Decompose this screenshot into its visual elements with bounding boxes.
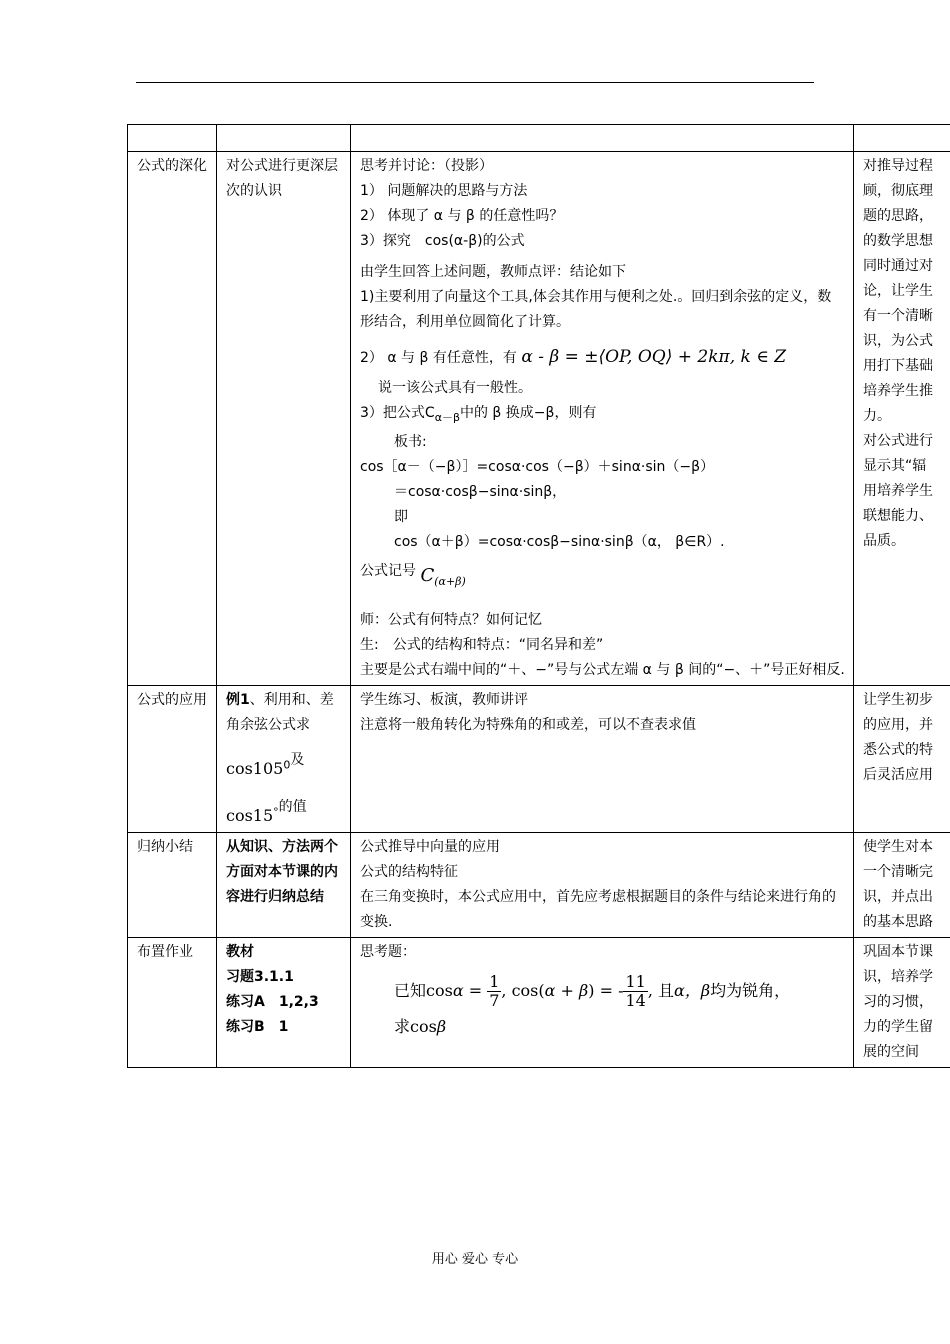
intent-line: 题的思路， <box>863 208 933 224</box>
math-superscript: ° <box>273 805 279 819</box>
fraction-denominator: 7 <box>489 990 500 1010</box>
intent-line: 顾，彻底理 <box>863 183 933 199</box>
intent-line: 识，培养学 <box>863 968 933 985</box>
goal-value-line <box>226 748 342 783</box>
intent-line: 品质。 <box>863 533 905 549</box>
fraction-11-14 <box>623 973 647 1010</box>
intent-line: 习的习惯， <box>863 993 933 1010</box>
header-cell-goal <box>217 125 351 152</box>
lesson-plan-table <box>127 124 950 1068</box>
intent-cell <box>854 937 950 1067</box>
content-text: 的值 <box>278 798 307 815</box>
content-text: 及 <box>290 751 305 768</box>
phase-cell: 公式的深化 <box>128 152 217 686</box>
math-symbol: β <box>436 1016 447 1036</box>
content-line: 说一该公式具有一般性。 <box>378 380 532 396</box>
math-superscript: 0 <box>283 758 291 772</box>
content-line: 由学生回答上述问题，教师点评：结论如下 <box>360 264 626 280</box>
intent-line: 力。 <box>863 408 891 424</box>
content-line: 思考题： <box>360 943 416 960</box>
intent-line: 对推导过程 <box>863 158 933 174</box>
intent-line: 一个清晰完 <box>863 863 933 880</box>
fraction-numerator: 11 <box>625 971 646 991</box>
goal-line: 练习A 1,2,3 <box>226 993 319 1010</box>
intent-cell <box>854 152 950 686</box>
content-text: 3）把公式C <box>360 405 435 421</box>
row-apply <box>128 685 950 832</box>
header-cell-content <box>351 125 854 152</box>
content-line: 即 <box>394 508 408 525</box>
fraction-denominator: 14 <box>625 990 646 1010</box>
formula-lead: 2） α 与 β 有任意性，有 <box>360 350 517 366</box>
intent-line: 联想能力、 <box>863 508 933 524</box>
problem-statement <box>360 969 845 1013</box>
header-cell-phase <box>128 125 217 152</box>
math-text: , 且 <box>647 980 675 1000</box>
page-footer: 用心 爱心 专心 <box>431 1252 519 1267</box>
intent-line: 论，让学生 <box>863 283 933 299</box>
math-expression: cos105 <box>226 758 284 778</box>
intent-line: 的数学思想 <box>863 233 933 249</box>
row-deepen <box>128 152 950 686</box>
intent-line: 的应用，并 <box>863 716 933 733</box>
intent-cell <box>854 832 950 937</box>
phase-cell: 布置作业 <box>128 937 217 1067</box>
intent-line: 的基本思路 <box>863 913 933 930</box>
math-symbol: α <box>452 980 464 1000</box>
content-line: 3）探究 cos(α-β)的公式 <box>360 233 525 249</box>
math-text: 求cos <box>394 1016 437 1036</box>
content-paragraph: 1)主要利用了向量这个工具,体会其作用与便利之处.。回归到余弦的定义，数形结合，利用单位圆简化了计算。 <box>360 289 832 330</box>
intent-line: 有一个清晰 <box>863 308 933 324</box>
header-cell-intent <box>854 125 950 152</box>
fraction-numerator: 1 <box>489 971 500 991</box>
content-line: 注意将一般角转化为特殊角的和或差，可以不查表求值 <box>360 716 696 733</box>
goal-cell <box>217 685 351 832</box>
goal-cell <box>217 937 351 1067</box>
intent-line: 巩固本节课 <box>863 943 933 960</box>
content-line: 师：公式有何特点？如何记忆 <box>360 611 542 628</box>
angle-difference-formula: α - β = ±⟨OP, OQ⟩ + 2kπ, k ∈ Z <box>521 347 787 367</box>
content-line: cos（α＋β）=cosα·cosβ−sinα·sinβ（α， β∈R）. <box>394 533 725 550</box>
content-line: 板书: <box>394 433 427 450</box>
content-text: 、利用和、差角余弦公式求 <box>226 691 334 733</box>
math-symbol: α， <box>674 980 701 1000</box>
fraction-1-7 <box>487 973 501 1010</box>
intent-line: 识，并点出 <box>863 888 933 905</box>
problem-question <box>360 1013 845 1041</box>
intent-line: 对公式进行 <box>863 433 933 449</box>
intent-line: 同时通过对 <box>863 258 933 274</box>
content-cell <box>351 685 854 832</box>
math-text: ) = - <box>588 980 624 1000</box>
content-line: 生: 公式的结构和特点：“同名异和差” <box>360 636 604 653</box>
content-line: 学生练习、板演，教师讲评 <box>360 691 528 708</box>
goal-value-line <box>226 795 342 830</box>
goal-text <box>226 688 342 738</box>
content-cell <box>351 832 854 937</box>
goal-line: 教材 <box>226 943 254 960</box>
row-homework <box>128 937 950 1067</box>
intent-line: 用培养学生 <box>863 483 933 499</box>
intent-line: 后灵活应用 <box>863 766 933 783</box>
content-line: cos［α－（−β）］=cosα·cos（−β）＋sinα·sin（−β） <box>360 458 715 475</box>
content-line <box>360 401 845 430</box>
math-text: , cos( <box>501 980 545 1000</box>
math-text: = <box>463 980 488 1000</box>
intent-line: 让学生初步 <box>863 691 933 708</box>
content-line: 1） 问题解决的思路与方法 <box>360 183 528 199</box>
phase-cell: 归纳小结 <box>128 832 217 937</box>
phase-cell: 公式的应用 <box>128 685 217 832</box>
goal-cell: 从知识、方法两个方面对本节课的内容进行归纳总结 <box>217 832 351 937</box>
formula-subscript: (α+β) <box>434 574 466 588</box>
intent-line: 展的空间 <box>863 1043 919 1060</box>
content-line: ＝cosα·cosβ−sinα·sinβ， <box>394 483 567 500</box>
intent-line: 悉公式的特 <box>863 741 933 758</box>
math-symbol: β <box>700 980 711 1000</box>
formula-subscript: α－β <box>434 410 460 424</box>
content-text: 中的 β 换成−β，则有 <box>459 405 597 421</box>
intent-line: 识，为公式 <box>863 333 933 349</box>
content-line: 思考并讨论：（投影） <box>360 158 493 174</box>
math-text: 已知cos <box>394 980 453 1000</box>
content-cell <box>351 937 854 1067</box>
intent-line: 使学生对本 <box>863 838 933 855</box>
content-line-notation <box>360 555 845 598</box>
content-text: 公式记号 <box>360 562 416 579</box>
row-summary <box>128 832 950 937</box>
header-row <box>128 125 950 152</box>
intent-line: 显示其“辐 <box>863 458 927 474</box>
content-line-formula <box>360 339 845 376</box>
content-cell <box>351 152 854 686</box>
goal-line: 练习B 1 <box>226 1018 289 1035</box>
intent-cell <box>854 685 950 832</box>
goal-cell: 对公式进行更深层次的认识 <box>217 152 351 686</box>
goal-line: 习题3.1.1 <box>226 968 294 985</box>
formula-symbol: C <box>420 564 435 586</box>
example-label: 例1 <box>226 691 250 708</box>
intent-line: 用打下基础 <box>863 358 933 374</box>
math-text: 均为锐角， <box>710 980 791 1000</box>
math-symbol: α + β <box>544 980 589 1000</box>
content-paragraph: 在三角变换时，本公式应用中，首先应考虑根据题目的条件与结论来进行角的变换. <box>360 888 836 930</box>
content-paragraph: 主要是公式右端中间的“＋、−”号与公式左端 α 与 β 间的“−、＋”号正好相反. <box>360 661 845 678</box>
math-expression: cos15 <box>226 805 274 825</box>
header-rule <box>136 82 814 83</box>
intent-line: 力的学生留 <box>863 1018 933 1035</box>
content-line: 公式推导中向量的应用 <box>360 838 500 855</box>
intent-line: 培养学生推 <box>863 383 933 399</box>
content-line: 2） 体现了 α 与 β 的任意性吗？ <box>360 208 564 224</box>
content-line: 公式的结构特征 <box>360 863 458 880</box>
